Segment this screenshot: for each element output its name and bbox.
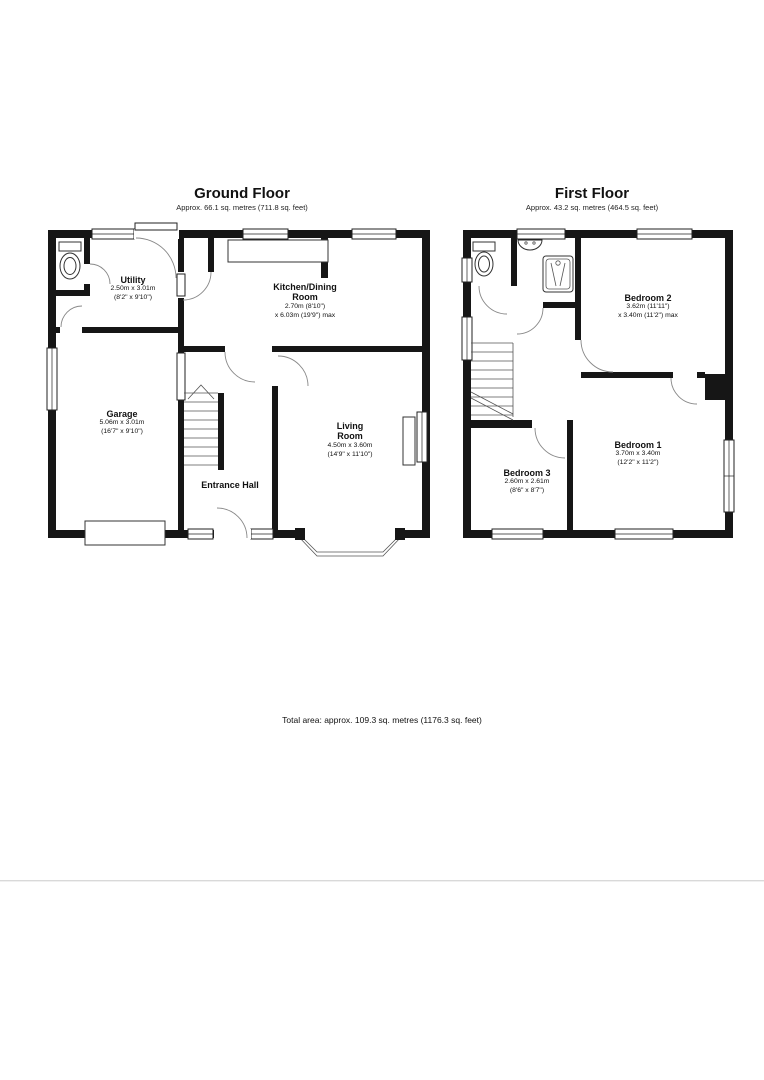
toilet-icon: [473, 242, 495, 276]
ground-windows: [47, 229, 427, 539]
first-floor-subtitle: Approx. 43.2 sq. metres (464.5 sq. feet): [525, 203, 659, 212]
ground-back-door: [134, 223, 179, 278]
room-label-kitchen-dining: Kitchen/Dining Room 2.70m (8'10") x 6.03m (19'9") max: [273, 282, 337, 319]
ground-floor-plan-drawing: [45, 222, 440, 570]
first-floor-plan-drawing: [455, 222, 740, 552]
toilet-icon: [59, 242, 81, 279]
bay-window: [295, 528, 405, 556]
stairs: [184, 385, 218, 465]
first-interior-walls: [463, 238, 725, 530]
ground-floor-plan: [45, 222, 440, 570]
first-floor-plan: [455, 222, 740, 552]
room-label-utility: Utility 2.50m x 3.01m (8'2" x 9'10"): [110, 275, 156, 302]
first-floor-title: First Floor: [554, 185, 630, 202]
page-fold-line: [0, 880, 764, 881]
sink-icon: [518, 240, 542, 250]
room-label-entrance-hall: Entrance Hall: [201, 480, 259, 490]
room-label-garage: Garage 5.06m x 3.01m (16'7" x 9'10"): [99, 409, 145, 436]
ground-floor-title: Ground Floor: [194, 185, 290, 202]
room-label-bedroom3: Bedroom 3 2.60m x 2.61m (8'6" x 8'7"): [503, 468, 551, 495]
room-label-living: Living Room 4.50m x 3.60m (14'9" x 11'10"): [327, 421, 373, 458]
ground-floor-subtitle: Approx. 66.1 sq. metres (711.8 sq. feet): [176, 203, 308, 212]
shower-icon: [543, 256, 573, 292]
hearth: [403, 417, 415, 465]
garage-door: [85, 521, 165, 545]
ground-front-door: [214, 508, 251, 539]
ground-outer-walls: [48, 230, 430, 538]
room-label-bedroom2: Bedroom 2 3.62m (11'11") x 3.40m (11'2") max: [618, 293, 678, 320]
stairs: [471, 343, 513, 420]
kitchen-counter: [228, 240, 328, 262]
total-area-text: Total area: approx. 109.3 sq. metres (1176.3 sq. feet): [282, 715, 482, 725]
room-label-bedroom1: Bedroom 1 3.70m x 3.40m (12'2" x 11'2"): [614, 440, 662, 467]
